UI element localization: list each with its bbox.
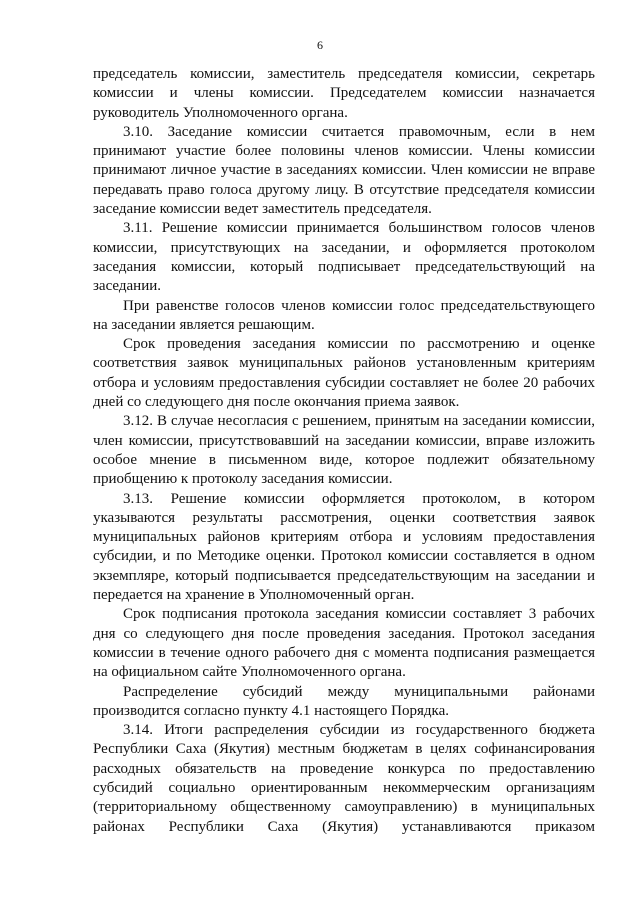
paragraph-3-11: 3.11. Решение комиссии принимается большинством голосов членов комиссии, присутствующих на заседании, и оформляется протоколом заседания комиссии, который подписывает председательствующий на заседании.	[93, 220, 595, 295]
paragraph-signing-period: Срок подписания протокола заседания комиссии составляет 3 рабочих дня со следующего дня после проведения заседания. Протокол заседания комиссии в течение одного рабочего дня с момента подписания размещается на официальном сайте Уполномоченного органа.	[93, 606, 595, 681]
paragraph-3-10: 3.10. Заседание комиссии считается правомочным, если в нем принимают участие более половины членов комиссии. Члены комиссии принимают личное участие в заседаниях комиссии. Член комиссии не вправе передавать право голоса другому лицу. В отсутствие председателя комиссии заседание комиссии ведет заместитель председателя.	[93, 123, 595, 218]
paragraph-3-13: 3.13. Решение комиссии оформляется протоколом, в котором указываются результаты рассмотрения, оценки соответствия заявок муниципальных районов критериям отбора и условиям предоставления субсидии, и по Методике оценки. Протокол комиссии составляется в одном экземпляре, который подписывается председательствующим на заседании и передается на хранение в Уполномоченный орган.	[93, 490, 595, 604]
document-body	[93, 65, 595, 837]
paragraph-tie-vote: При равенстве голосов членов комиссии голос председательствующего на заседании является решающим.	[93, 297, 595, 333]
paragraph-3-12: 3.12. В случае несогласия с решением, принятым на заседании комиссии, член комиссии, присутствовавший на заседании комиссии, вправе изложить особое мнение в письменном виде, которое подлежит обязательному приобщению к протоколу заседания комиссии.	[93, 413, 595, 488]
page-number: 6	[317, 38, 323, 52]
paragraph-continuation: председатель комиссии, заместитель председателя комиссии, секретарь комиссии и члены комиссии. Председателем комиссии назначается руководитель Уполномоченного органа.	[93, 66, 595, 121]
paragraph-distribution: Распределение субсидий между муниципальными районами производится согласно пункту 4.1 настоящего Порядка.	[93, 683, 595, 719]
paragraph-review-period: Срок проведения заседания комиссии по рассмотрению и оценке соответствия заявок муниципальных районов установленным критериям отбора и условиям предоставления субсидии составляет не более 20 рабочих дней со следующего дня после окончания приема заявок.	[93, 336, 595, 411]
paragraph-3-14: 3.14. Итоги распределения субсидии из государственного бюджета Республики Саха (Якутия) местным бюджетам в целях софинансирования расходных обязательств на проведение конкурса по предоставлению субсидий социально ориентированным некоммерческим организациям (территориальному общественному самоуправлению) в муниципальных районах Республики Саха (Якутия) устанавливаются приказом	[93, 722, 595, 835]
